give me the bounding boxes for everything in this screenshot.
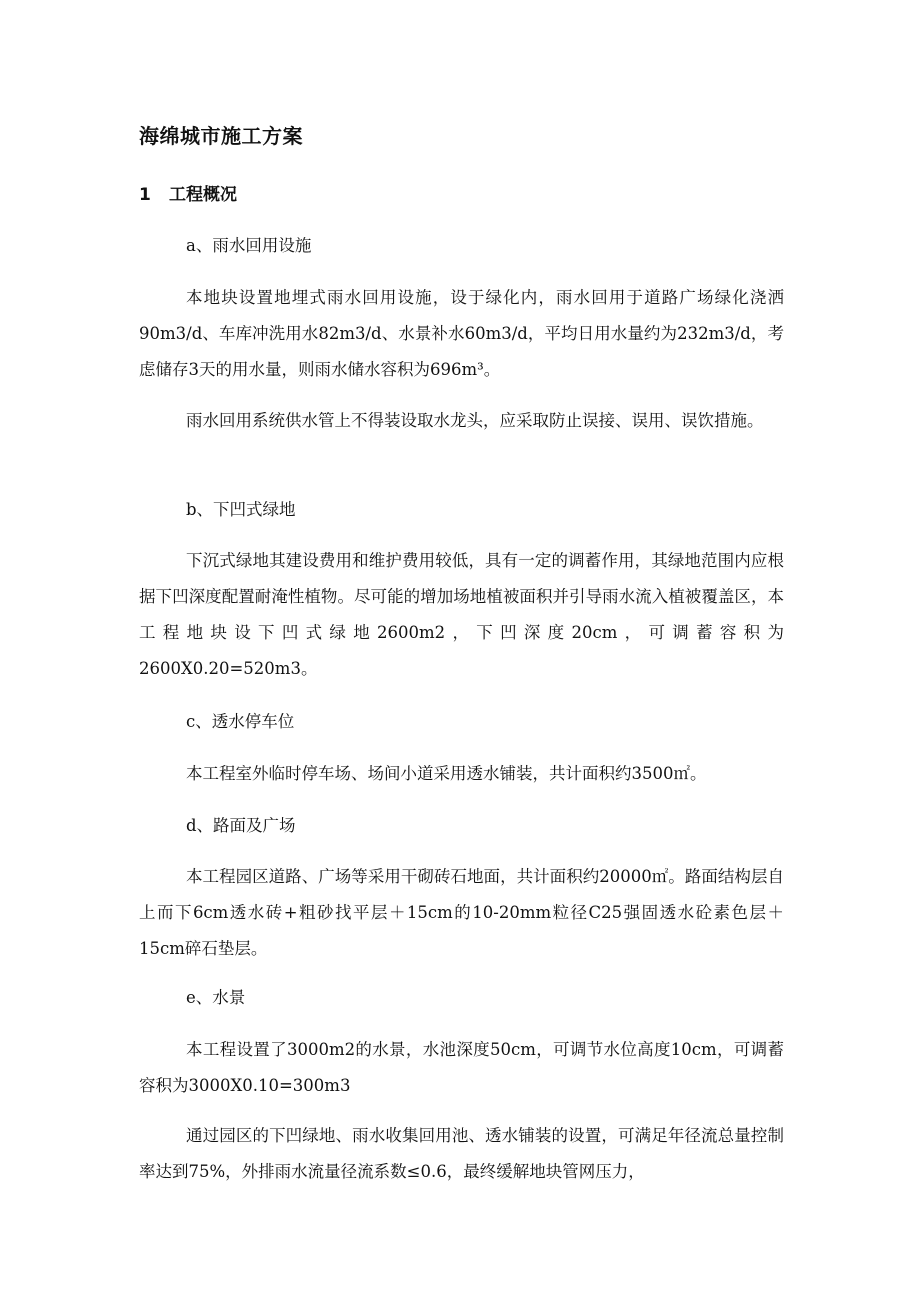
section-number: 1 (139, 185, 151, 205)
subheading-c: c、透水停车位 (186, 712, 295, 731)
document-title: 海绵城市施工方案 (139, 124, 303, 148)
subheading-b: b、下凹式绿地 (186, 500, 296, 519)
subheading-e: e、水景 (186, 988, 246, 1007)
paragraph-a-2: 雨水回用系统供水管上不得装设取水龙头，应采取防止误接、误用、误饮措施。 (186, 411, 764, 430)
section-title: 工程概况 (169, 185, 237, 205)
paragraph-e-1: 本工程设置了3000m2的水景，水池深度50cm，可调节水位高度10cm，可调蓄容积为3000X0.10=300m3 (139, 1040, 784, 1095)
paragraph-d-1: 本工程园区道路、广场等采用干砌砖石地面，共计面积约20000㎡。路面结构层自上而下6cm透水砖+粗砂找平层＋15cm的10-20mm粒径C25强固透水砼素色层＋15cm碎石垫层。 (139, 867, 784, 958)
subheading-a: a、雨水回用设施 (186, 236, 312, 255)
paragraph-a-1: 本地块设置地埋式雨水回用设施，设于绿化内，雨水回用于道路广场绿化浇洒90m3/d、车库冲洗用水82m3/d、水景补水60m3/d，平均日用水量约为232m3/d，考虑储存3天的用水量，则雨水储水容积为696m³。 (139, 288, 784, 379)
section-heading (139, 180, 237, 205)
subheading-d: d、路面及广场 (186, 816, 296, 835)
paragraph-e-2: 通过园区的下凹绿地、雨水收集回用池、透水铺装的设置，可满足年径流总量控制率达到75%，外排雨水流量径流系数≤0.6，最终缓解地块管网压力， (139, 1126, 784, 1181)
paragraph-c-1: 本工程室外临时停车场、场间小道采用透水铺装，共计面积约3500㎡。 (186, 764, 707, 783)
paragraph-b-1: 下沉式绿地其建设费用和维护费用较低，具有一定的调蓄作用，其绿地范围内应根据下凹深度配置耐淹性植物。尽可能的增加场地植被面积并引导雨水流入植被覆盖区，本工程地块设下凹式绿地2600m2，下凹深度20cm，可调蓄容积为2600X0.20=520m3。 (139, 551, 784, 678)
